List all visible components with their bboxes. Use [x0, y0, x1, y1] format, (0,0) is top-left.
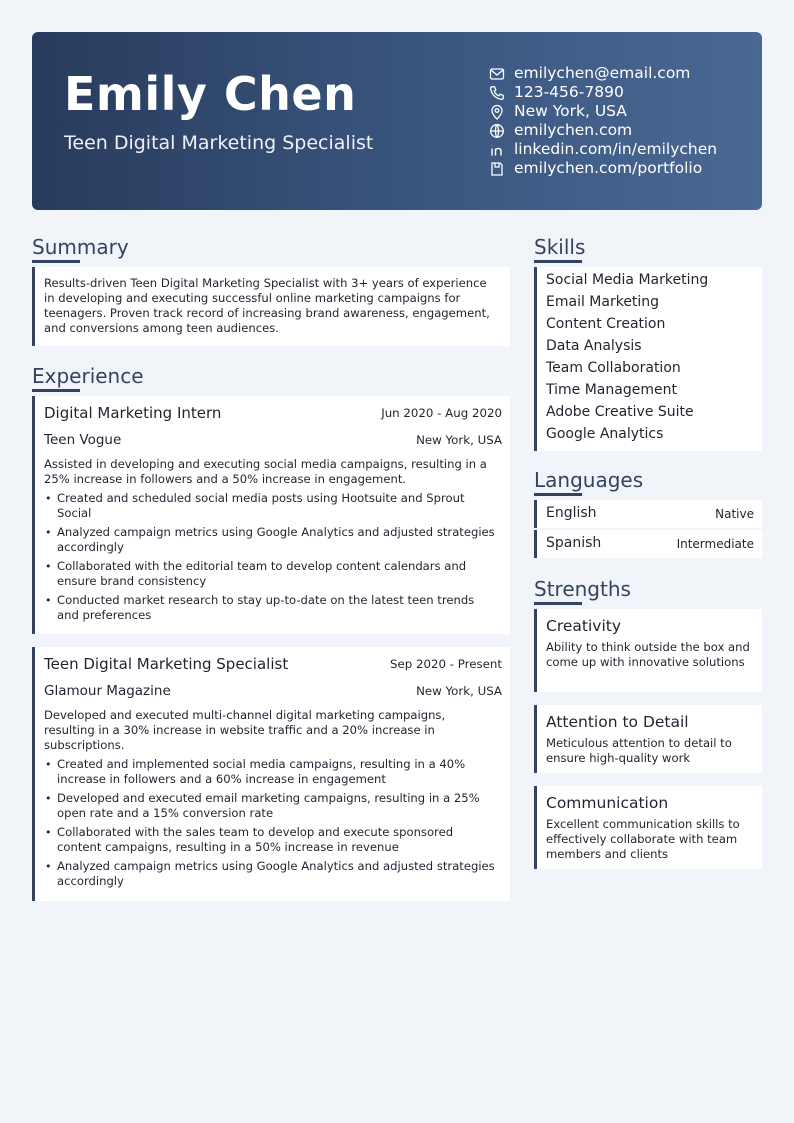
candidate-title: Teen Digital Marketing Specialist [64, 132, 374, 154]
language-name: English [546, 505, 597, 521]
summary-card [32, 267, 510, 346]
job-location: New York, USA [416, 433, 502, 447]
strength-card [534, 609, 762, 692]
candidate-name: Emily Chen [64, 67, 357, 121]
job-bullets [44, 491, 498, 627]
skill-item: Adobe Creative Suite [546, 404, 694, 420]
skills-heading: Skills [534, 235, 586, 259]
job-role: Digital Marketing Intern [44, 404, 222, 422]
job-bullet: • Created and scheduled social media posts using Hootsuite and Sprout Social [44, 491, 498, 521]
job-bullet: • Collaborated with the sales team to develop and execute sponsored content campaigns, resulting in a 50% increase in revenue [44, 825, 498, 855]
contact-portfolio[interactable] [489, 159, 717, 178]
skill-item: Time Management [546, 382, 677, 398]
summary-heading: Summary [32, 235, 129, 259]
skill-item: Data Analysis [546, 338, 642, 354]
contact-portfolio-text: emilychen.com/portfolio [514, 159, 703, 177]
languages-underline [534, 493, 582, 496]
mail-icon [489, 66, 505, 82]
contact-location-text: New York, USA [514, 102, 627, 120]
contact-website[interactable] [489, 121, 717, 140]
job-bullets [44, 757, 498, 893]
job-bullet: • Collaborated with the editorial team to develop content calendars and ensure brand consistency [44, 559, 498, 589]
phone-icon [489, 85, 505, 101]
job-company: Teen Vogue [44, 432, 122, 448]
contact-website-text: emilychen.com [514, 121, 633, 139]
experience-underline [32, 389, 80, 392]
job-company: Glamour Magazine [44, 683, 171, 699]
experience-item [32, 396, 510, 634]
strength-description: Excellent communication skills to effectively collaborate with team members and clients [546, 817, 740, 861]
contact-linkedin[interactable] [489, 140, 717, 159]
language-name: Spanish [546, 535, 602, 551]
experience-heading: Experience [32, 364, 144, 388]
portfolio-icon [489, 161, 505, 177]
contact-email[interactable] [489, 64, 717, 83]
linkedin-icon [489, 142, 505, 158]
language-level: Native [715, 507, 754, 521]
summary-underline [32, 260, 80, 263]
languages-heading: Languages [534, 468, 644, 492]
contact-phone[interactable] [489, 83, 717, 102]
strength-title: Communication [546, 794, 669, 812]
contact-email-text: emilychen@email.com [514, 64, 691, 82]
skill-item: Email Marketing [546, 294, 660, 310]
languages-list [534, 500, 762, 560]
job-role: Teen Digital Marketing Specialist [44, 655, 289, 673]
job-bullet: • Analyzed campaign metrics using Google Analytics and adjusted strategies accordingly [44, 525, 498, 555]
contact-location [489, 102, 717, 121]
strength-card [534, 786, 762, 869]
job-bullet: • Developed and executed email marketing campaigns, resulting in a 25% open rate and a 15% conversion rate [44, 791, 498, 821]
language-level: Intermediate [676, 537, 754, 551]
job-bullet: • Conducted market research to stay up-to-date on the latest teen trends and preferences [44, 593, 498, 623]
summary-text: Results-driven Teen Digital Marketing Specialist with 3+ years of experience in developing and executing successful online marketing campaigns for teenagers. Proven track record of increasing brand awareness, engagement, and conversions among teen audiences. [44, 276, 490, 335]
resume-header [32, 32, 762, 210]
skill-item: Team Collaboration [546, 360, 681, 376]
strengths-heading: Strengths [534, 577, 631, 601]
job-bullet: • Created and implemented social media campaigns, resulting in a 40% increase in followers and a 60% increase in engagement [44, 757, 498, 787]
strength-title: Creativity [546, 617, 622, 635]
language-row [534, 500, 762, 528]
strength-description: Ability to think outside the box and come up with innovative solutions [546, 640, 750, 669]
strength-title: Attention to Detail [546, 713, 689, 731]
job-bullet: • Analyzed campaign metrics using Google Analytics and adjusted strategies accordingly [44, 859, 498, 889]
contact-phone-text: 123-456-7890 [514, 83, 624, 101]
job-dates: Jun 2020 - Aug 2020 [381, 406, 502, 420]
experience-item [32, 647, 510, 901]
strength-card [534, 705, 762, 773]
skill-item: Social Media Marketing [546, 272, 709, 288]
contact-linkedin-text: linkedin.com/in/emilychen [514, 140, 718, 158]
job-description: Assisted in developing and executing social media campaigns, resulting in a 25% increase in followers and a 50% increase in engagement. [44, 457, 487, 486]
contact-list [489, 64, 717, 178]
location-icon [489, 104, 505, 120]
job-location: New York, USA [416, 684, 502, 698]
job-dates: Sep 2020 - Present [389, 657, 502, 671]
skills-card [534, 267, 762, 451]
globe-icon [489, 123, 505, 139]
language-row [534, 530, 762, 558]
skill-item: Content Creation [546, 316, 666, 332]
job-description: Developed and executed multi-channel digital marketing campaigns, resulting in a 30% increase in website traffic and a 20% increase in subscriptions. [44, 708, 446, 752]
strengths-underline [534, 602, 582, 605]
skills-underline [534, 260, 582, 263]
skill-item: Google Analytics [546, 426, 664, 442]
strength-description: Meticulous attention to detail to ensure high-quality work [546, 736, 732, 765]
